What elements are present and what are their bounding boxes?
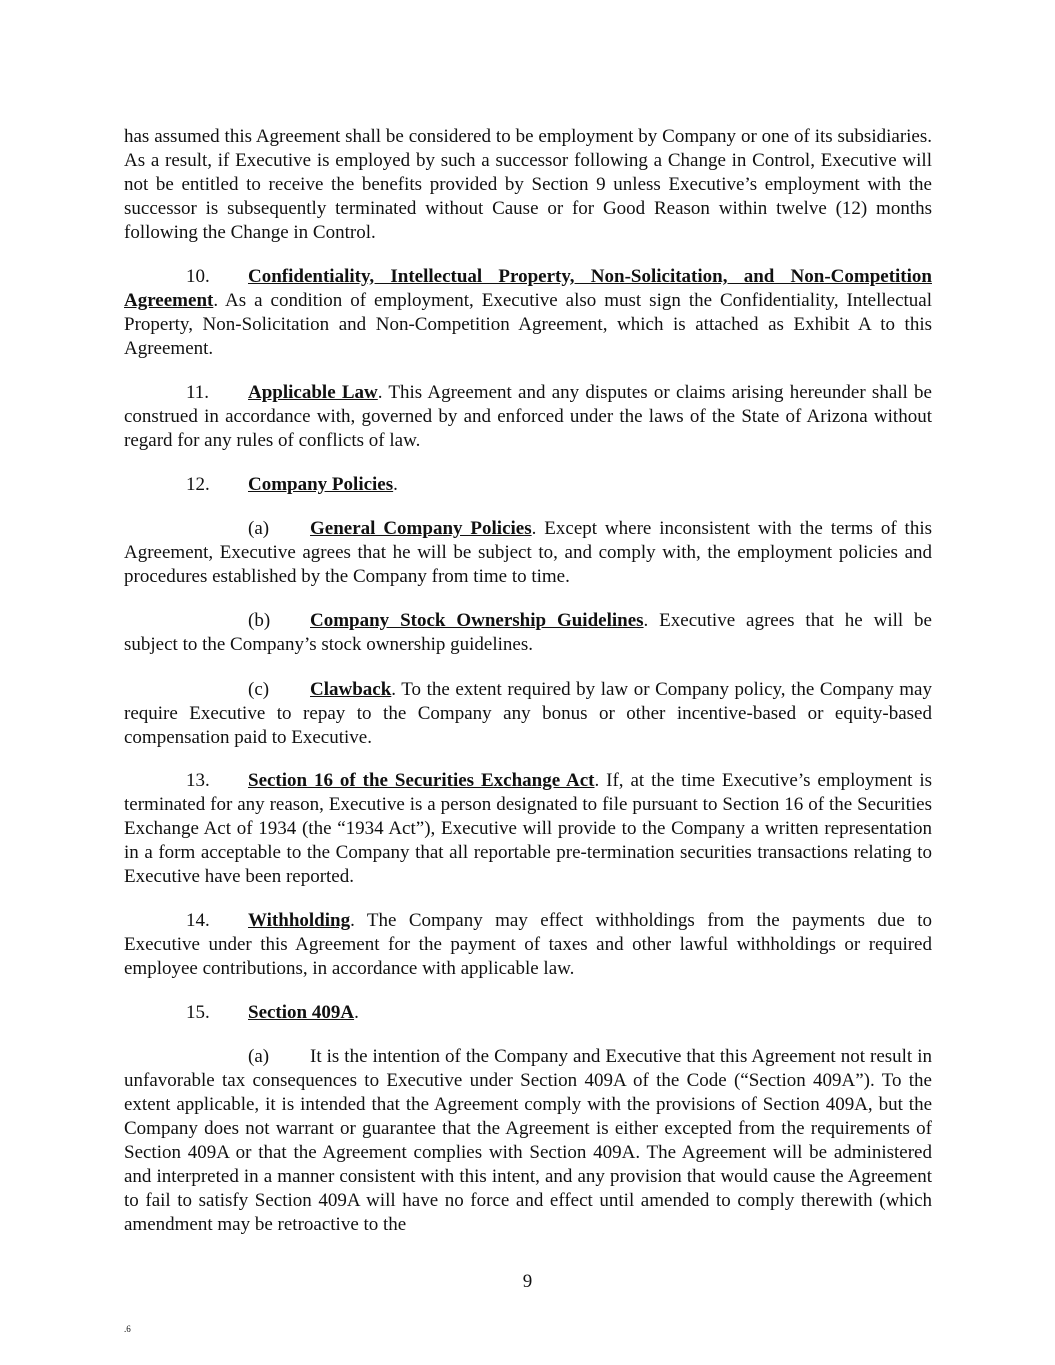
section-number: 13. (186, 770, 210, 791)
subsection-letter: (b) (248, 610, 271, 631)
subsection-text: It is the intention of the Company and Executive that this Agreement not result in unfavorable tax consequences to Executive under Section 409A of the Code (“Section 409A”). To the extent applicable, it is intended that the Agreement comply with the provisions of Section 409A, but the Company does not warrant or guarantee that the Agreement is either excepted from the requirements of Section 409A or that the Agreement complies with Section 409A. The Agreement will be administered and interpreted in a manner consistent with this intent, and any provision that would cause the Agreement to fail to satisfy Section 409A will have no force and effect until amended to comply therewith (which amendment may be retroactive to the (124, 1046, 932, 1235)
paragraph-text: has assumed this Agreement shall be considered to be employment by Company or one of its subsidiaries. As a result, if Executive is employed by such a successor following a Change in Control, Executive will not be entitled to receive the benefits provided by Section 9 unless Executive’s employment with the successor is subsequently terminated without Cause or for Good Reason within twelve (12) months following the Change in Control. (124, 126, 932, 243)
subsection-heading: Clawback (310, 679, 392, 700)
subsection-heading: General Company Policies (310, 518, 532, 539)
section-text: . If, at the time Executive’s employment is terminated for any reason, Executive is a person designated to file pursuant to Section 16 of the Securities Exchange Act of 1934 (the “1934 Act”), Executive will provide to the Company a written representation in a form acceptable to the Company that all reportable pre-termination securities transactions relating to Executive have been reported. (124, 770, 932, 887)
subsection-letter: (c) (248, 679, 270, 700)
section-number: 14. (186, 910, 210, 931)
section-14-withholding (124, 909, 932, 981)
section-text: . As a condition of employment, Executive also must sign the Confidentiality, Intellectual Property, Non-Solicitation and Non-Competition Agreement, which is attached as Exhibit A to this Agreement. (124, 290, 932, 359)
section-text: . This Agreement and any disputes or claims arising hereunder shall be construed in accordance with, governed by and enforced under the laws of the State of Arizona without regard for any rules of conflicts of law. (124, 382, 932, 451)
section-10-confidentiality (124, 265, 932, 361)
page-number: 9 (522, 1271, 533, 1292)
paragraph-continuation (124, 125, 932, 245)
subsection-12c-clawback (124, 678, 932, 750)
section-heading: Section 409A (248, 1002, 355, 1023)
subsection-text: . To the extent required by law or Company policy, the Company may require Executive to repay to the Company any bonus or other incentive-based or equity-based compensation paid to Executive. (124, 679, 932, 748)
section-number: 10. (186, 266, 210, 287)
document-code: .6 (124, 1324, 131, 1334)
subsection-letter: (a) (248, 518, 270, 539)
section-number: 11. (186, 382, 210, 403)
section-heading: Section 16 of the Securities Exchange Act (248, 770, 595, 791)
section-heading: Confidentiality, Intellectual Property, Non-Solicitation, and Non-Competition Agreement (124, 266, 932, 311)
subsection-text: . Except where inconsistent with the terms of this Agreement, Executive agrees that he will be subject to, and comply with, the employment policies and procedures established by the Company from time to time. (124, 518, 933, 587)
section-heading: Company Policies (248, 474, 394, 495)
section-12-company-policies (124, 473, 932, 497)
section-number: 15. (186, 1002, 210, 1023)
subsection-12a-general-policies (124, 517, 932, 589)
section-text: . (354, 1002, 359, 1023)
subsection-text: . Executive agrees that he will be subject to the Company’s stock ownership guidelines. (124, 610, 932, 655)
section-15-section-409a (124, 1001, 932, 1025)
section-text: . The Company may effect withholdings from the payments due to Executive under this Agreement for the payment of taxes and other lawful withholdings or required employee contributions, in accordance with applicable law. (124, 910, 932, 979)
subsection-15a-intent (124, 1045, 932, 1237)
section-number: 12. (186, 474, 210, 495)
subsection-12b-stock-ownership (124, 609, 932, 657)
subsection-heading: Company Stock Ownership Guidelines (310, 610, 644, 631)
section-text: . (393, 474, 398, 495)
section-heading: Withholding (248, 910, 351, 931)
section-heading: Applicable Law (248, 382, 378, 403)
section-13-securities-exchange-act (124, 769, 932, 889)
subsection-letter: (a) (248, 1046, 270, 1067)
section-11-applicable-law (124, 381, 932, 453)
